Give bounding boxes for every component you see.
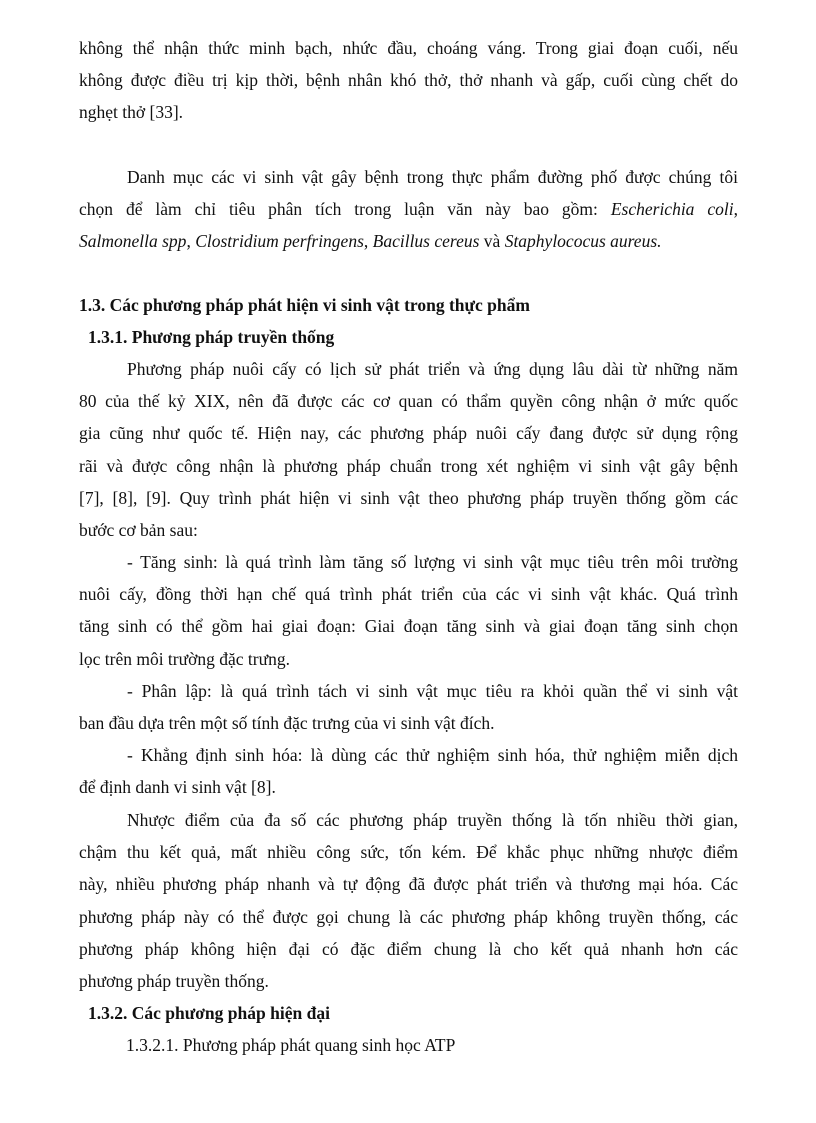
paragraph-isolation — [79, 675, 738, 739]
text-line: tăng sinh có thể gồm hai giai đoạn: Giai đoạn tăng sinh và giai đoạn tăng sinh chọn — [79, 616, 738, 637]
text-line: để định danh vi sinh vật [8]. — [79, 777, 276, 798]
section-heading-1-3-1: 1.3.1. Phương pháp truyền thống — [88, 327, 335, 347]
text-line — [79, 193, 738, 225]
text-line: phương pháp này có thể được gọi chung là các phương pháp không truyền thống, các — [79, 906, 738, 927]
species-clostridium: Clostridium perfringens — [195, 231, 364, 252]
text-line: rãi và được công nhận là phương pháp chuẩn trong xét nghiệm vi sinh vật gây bệnh — [79, 455, 738, 476]
text-line: nuôi cấy, đồng thời hạn chế quá trình phát triển của các vi sinh vật khác. Quá trình — [79, 584, 738, 605]
paragraph-traditional-method — [79, 353, 738, 546]
paragraph-continuation — [79, 32, 738, 129]
text-line: - Phân lập: là quá trình tách vi sinh vật mục tiêu ra khỏi quần thể vi sinh vật — [127, 681, 738, 701]
paragraph-biochemical-confirmation — [79, 739, 738, 803]
paragraph-enrichment — [79, 546, 738, 675]
text-line: không được điều trị kịp thời, bệnh nhân khó thở, thở nhanh và gấp, cuối cùng chết do — [79, 70, 738, 91]
text-line: Danh mục các vi sinh vật gây bệnh trong thực phẩm đường phố được chúng tôi — [127, 167, 738, 187]
text-line: ban đầu dựa trên một số tính đặc trưng của vi sinh vật đích. — [79, 713, 495, 734]
text-line: Phương pháp nuôi cấy có lịch sử phát triển và ứng dụng lâu dài từ những năm — [127, 359, 738, 379]
text-run: , — [363, 231, 373, 252]
text-run: và — [479, 231, 505, 252]
text-line: bước cơ bản sau: — [79, 520, 198, 541]
section-heading-1-3-2-1: 1.3.2.1. Phương pháp phát quang sinh học ATP — [126, 1035, 456, 1055]
text-run: , — [733, 199, 738, 220]
text-line: nghẹt thở [33]. — [79, 102, 184, 123]
paragraph-pathogen-list — [79, 161, 738, 258]
text-line — [79, 225, 738, 257]
text-line: gia cũng như quốc tế. Hiện nay, các phương pháp nuôi cấy đang được sử dụng rộng — [79, 423, 738, 444]
species-bacillus: Bacillus cereus — [372, 231, 480, 252]
species-staphylococus: Staphylococus aureus. — [504, 231, 662, 252]
text-line: lọc trên môi trường đặc trưng. — [79, 648, 290, 669]
section-heading-1-3-2: 1.3.2. Các phương pháp hiện đại — [88, 1003, 330, 1023]
text-line: chậm thu kết quả, mất nhiều công sức, tốn kém. Để khắc phục những nhược điểm — [79, 842, 738, 863]
text-line: phương pháp không hiện đại có đặc điểm chung là cho kết quả nhanh hơn các — [79, 938, 738, 959]
text-line: Nhược điểm của đa số các phương pháp truyền thống là tốn nhiều thời gian, — [127, 810, 738, 830]
text-line: 80 của thế kỷ XIX, nên đã được các cơ quan có thẩm quyền công nhận ở mức quốc — [79, 391, 738, 412]
text-run: chọn để làm chỉ tiêu phân tích trong luận văn này bao gồm: — [79, 199, 611, 220]
text-line: không thể nhận thức minh bạch, nhức đầu, choáng váng. Trong giai đoạn cuối, nếu — [79, 38, 738, 58]
text-line: [7], [8], [9]. Quy trình phát hiện vi sinh vật theo phương pháp truyền thống gồm các — [79, 487, 738, 508]
text-line: phương pháp truyền thống. — [79, 971, 269, 992]
species-escherichia-coli: Escherichia coli — [610, 199, 734, 220]
text-line: này, nhiều phương pháp nhanh và tự động đã được phát triển và thương mại hóa. Các — [79, 874, 738, 895]
text-line: - Tăng sinh: là quá trình làm tăng số lượng vi sinh vật mục tiêu trên môi trường — [127, 552, 738, 572]
species-salmonella: Salmonella spp — [79, 231, 187, 252]
paragraph-disadvantages — [79, 804, 738, 997]
text-line: - Khẳng định sinh hóa: là dùng các thử nghiệm sinh hóa, thử nghiệm miễn dịch — [127, 745, 738, 765]
section-heading-1-3: 1.3. Các phương pháp phát hiện vi sinh vật trong thực phẩm — [79, 295, 530, 315]
text-run: , — [186, 231, 196, 252]
